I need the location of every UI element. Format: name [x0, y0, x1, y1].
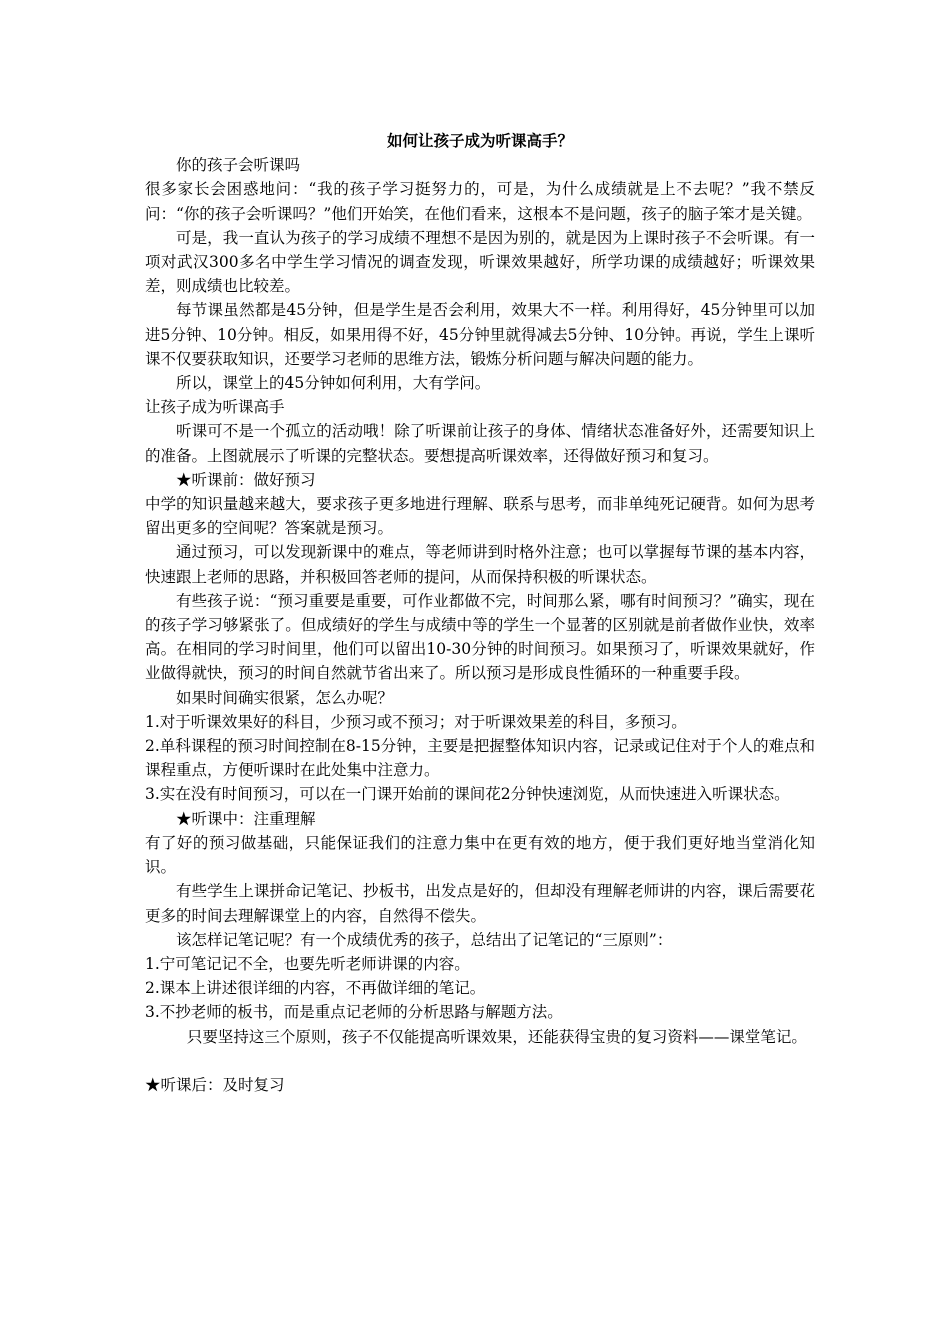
paragraph: 有些学生上课拼命记笔记、抄板书，出发点是好的，但却没有理解老师讲的内容，课后需要花更多的时间去理解课堂上的内容，自然得不偿失。 — [145, 882, 815, 925]
blank-line — [145, 1049, 815, 1073]
paragraph: 所以，课堂上的45分钟如何利用，大有学问。 — [176, 374, 491, 393]
paragraph: 中学的知识量越来越大，要求孩子更多地进行理解、联系与思考，而非单纯死记硬背。如何为思考留出更多的空间呢？答案就是预习。 — [145, 495, 815, 538]
paragraph: 通过预习，可以发现新课中的难点，等老师讲到时格外注意；也可以掌握每节课的基本内容，快速跟上老师的思路，并积极回答老师的提问，从而保持积极的听课状态。 — [145, 543, 815, 586]
paragraph: 只要坚持这三个原则，孩子不仅能提高听课效果，还能获得宝贵的复习资料——课堂笔记。 — [186, 1027, 807, 1046]
paragraph: 3.不抄老师的板书，而是重点记老师的分析思路与解题方法。 — [145, 1003, 563, 1022]
paragraph: ★听课中：注重理解 — [176, 809, 316, 828]
paragraph: 3.实在没有时间预习，可以在一门课开始前的课间花2分钟快速浏览，从而快速进入听课状态。 — [145, 785, 790, 804]
document-title: 如何让孩子成为听课高手？ — [386, 131, 573, 150]
paragraph: 很多家长会困惑地问：“我的孩子学习挺努力的，可是，为什么成绩就是上不去呢？”我不禁反问：“你的孩子会听课吗？”他们开始笑，在他们看来，这根本不是问题，孩子的脑子笨才是关键。 — [145, 180, 815, 223]
paragraph: 让孩子成为听课高手 — [145, 398, 285, 417]
paragraph: 听课可不是一个孤立的活动哦！除了听课前让孩子的身体、情绪状态准备好外，还需要知识上的准备。上图就展示了听课的完整状态。要想提高听课效率，还得做好预习和复习。 — [145, 422, 815, 465]
paragraph: 该怎样记笔记呢？有一个成绩优秀的孩子，总结出了记笔记的“三原则”： — [176, 930, 673, 949]
document-page — [145, 129, 815, 1097]
paragraph: 有了好的预习做基础，只能保证我们的注意力集中在更有效的地方，便于我们更好地当堂消化知识。 — [145, 833, 815, 877]
paragraph: 可是，我一直认为孩子的学习成绩不理想不是因为别的，就是因为上课时孩子不会听课。有一项对武汉300多名中学生学习情况的调查发现，听课效果越好，所学功课的成绩越好；听课效果差，则成绩也比较差。 — [145, 228, 815, 296]
paragraph: ★听课后：及时复习 — [145, 1075, 285, 1094]
document-body — [145, 153, 815, 1097]
paragraph: 每节课虽然都是45分钟，但是学生是否会利用，效果大不一样。利用得好，45分钟里可以加进5分钟、10分钟。相反，如果用得不好，45分钟里就得减去5分钟、10分钟。再说，学生上课听课不仅要获取知识，还要学习老师的思维方法，锻炼分析问题与解决问题的能力。 — [145, 301, 815, 368]
paragraph: 有些孩子说：“预习重要是重要，可作业都做不完，时间那么紧，哪有时间预习？”确实，现在的孩子学习够紧张了。但成绩好的学生与成绩中等的学生一个显著的区别就是前者做作业快，效率高。在相同的学习时间里，他们可以留出10-30分钟的时间预习。如果预习了，听课效果就好，作业做得就快，预习的时间自然就节省出来了。所以预习是形成良性循环的一种重要手段。 — [145, 591, 815, 683]
paragraph: 2.单科课程的预习时间控制在8-15分钟，主要是把握整体知识内容，记录或记住对于个人的难点和课程重点，方便听课时在此处集中注意力。 — [145, 737, 815, 780]
paragraph: 2.课本上讲述很详细的内容，不再做详细的笔记。 — [145, 979, 486, 998]
paragraph: 1.宁可笔记记不全，也要先听老师讲课的内容。 — [145, 954, 470, 973]
paragraph: ★听课前：做好预习 — [176, 470, 316, 489]
paragraph: 如果时间确实很紧，怎么办呢？ — [176, 688, 394, 707]
paragraph: 1.对于听课效果好的科目，少预习或不预习；对于听课效果差的科目，多预习。 — [145, 712, 687, 731]
paragraph: 你的孩子会听课吗 — [176, 156, 301, 175]
